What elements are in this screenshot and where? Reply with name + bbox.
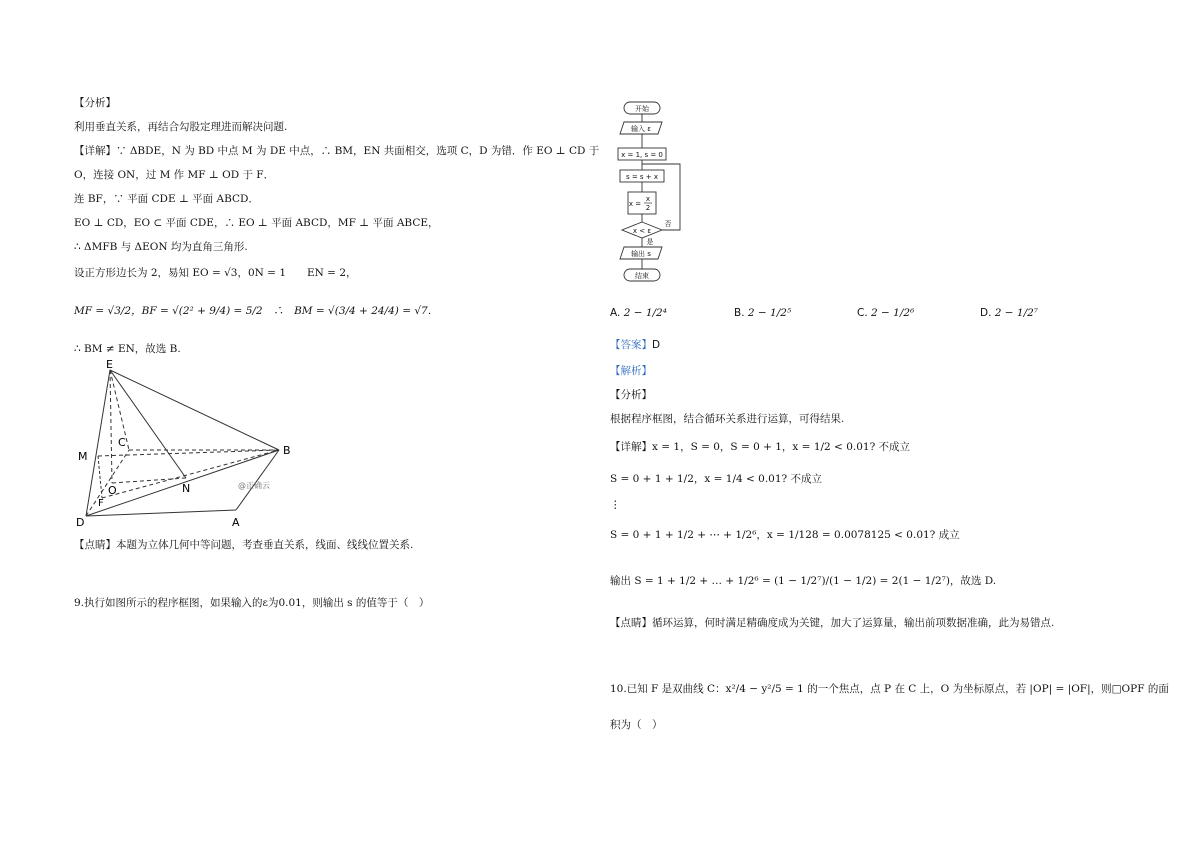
flow-init-text: x = 1, s = 0 [621,151,663,159]
question-9: 9.执行如图所示的程序框图，如果输入的ε为0.01，则输出 s 的值等于（ ） [74,597,430,609]
question-10-line-2: 积为（ ） [610,719,663,731]
flow-start-text: 开始 [635,105,649,113]
jiexi-label: 【解析】 [610,365,652,377]
segment-ON [112,478,186,483]
right-detail-line-2: S = 0 + 1 + 1/2，x = 1/4 < 0.01? 不成立 [610,473,822,485]
label-N: N [182,482,191,495]
analysis-text: 利用垂直关系，再结合勾股定理进而解决问题. [74,121,288,133]
label-C: C [118,436,126,449]
flow-update-x-lhs: x = [628,200,642,208]
flow-update-x-den: 2 [645,204,651,212]
right-detail-line-1: 【详解】x = 1，S = 0，S = 0 + 1，x = 1/2 < 0.01? 不成立 [610,441,911,453]
answer-label: 【答案】 [610,339,652,351]
option-b[interactable]: B. 2 − 1/2⁵ [734,307,792,319]
right-analysis-text: 根据程序框图，结合循环关系进行运算，可得结果. [610,413,845,425]
flow-condition-text: x < ε [632,227,652,235]
flow-update-s-text: s = s + x [625,173,659,181]
segment-FB [102,450,279,498]
label-M: M [78,450,88,463]
flow-update-x-num: x [645,195,651,203]
label-F: F [98,498,104,509]
edge-AB [236,450,279,510]
watermark: @正确云 [238,481,270,490]
segment-MF [98,456,102,498]
detail-line-1: 【详解】∵ ΔBDE，N 为 BD 中点 M 为 DE 中点，∴ BM，EN 共面相交，选项 C，D 为错．作 EO ⊥ CD 于 [74,145,600,157]
label-E: E [106,360,113,371]
left-comment: 【点睛】本题为立体几何中等问题，考查垂直关系，线面、线线位置关系. [74,539,414,551]
edge-DA [86,510,236,516]
option-d[interactable]: D. 2 − 1/2⁷ [980,307,1039,319]
pyramid-figure [74,360,314,530]
answer-value: D [652,339,661,351]
flow-yes-label: 是 [646,238,654,246]
detail-line-6: 设正方形边长为 2，易知 EO = √3，0N = 1 EN = 2， [74,267,357,279]
options-row [610,306,1110,326]
detail-line-2: O，连接 ON，过 M 作 MF ⊥ OD 于 F． [74,169,275,181]
conclusion: ∴ BM ≠ EN，故选 B. [74,343,181,355]
option-c[interactable]: C. 2 − 1/2⁶ [857,307,915,319]
flow-output-text: 输出 s [631,250,651,258]
edge-EB [110,370,279,450]
label-D: D [76,516,85,529]
detail-line-4: EO ⊥ CD，EO ⊂ 平面 CDE，∴ EO ⊥ 平面 ABCD，MF ⊥ 平面 ABCE， [74,217,439,229]
right-analysis-heading: 【分析】 [610,389,652,401]
answer-row [610,338,660,352]
question-10-line-1: 10.已知 F 是双曲线 C：x²/4 − y²/5 = 1 的一个焦点，点 P 在 C 上，O 为坐标原点，若 |OP| = |OF|，则□OPF 的面 [610,683,1169,695]
right-detail-line-3: S = 0 + 1 + 1/2 + ⋯ + 1/2⁶，x = 1/128 = 0.0078125 < 0.01? 成立 [610,529,960,541]
label-O: O [108,484,117,497]
right-detail-line-4: 输出 S = 1 + 1/2 + … + 1/2⁶ = (1 − 1/2⁷)/(1 − 1/2) = 2(1 − 1/2⁷)，故选 D. [610,575,997,587]
detail-line-3: 连 BF，∵ 平面 CDE ⊥ 平面 ABCD． [74,193,259,205]
segment-EO [110,370,112,483]
formula-line: MF = √3/2，BF = √(2² + 9/4) = 5/2 ∴ BM = √(3/4 + 24/4) = √7． [74,305,439,317]
option-a[interactable]: A. 2 − 1/2⁴ [610,307,667,319]
right-comment: 【点睛】循环运算，何时满足精确度成为关键，加大了运算量，输出前项数据准确，此为易错点. [610,617,1055,629]
label-B: B [283,444,291,457]
ellipsis: ⋮ [610,499,621,511]
analysis-heading: 【分析】 [74,97,116,109]
flow-end-text: 结束 [635,272,649,280]
edge-DC [86,450,129,516]
detail-line-5: ∴ ΔMFB 与 ΔEON 均为直角三角形. [74,241,248,253]
flow-input-text: 输入 ε [630,125,652,133]
flow-no-label: 否 [664,220,672,228]
flowchart [610,100,730,285]
edge-ED [86,370,110,516]
label-A: A [232,516,240,529]
